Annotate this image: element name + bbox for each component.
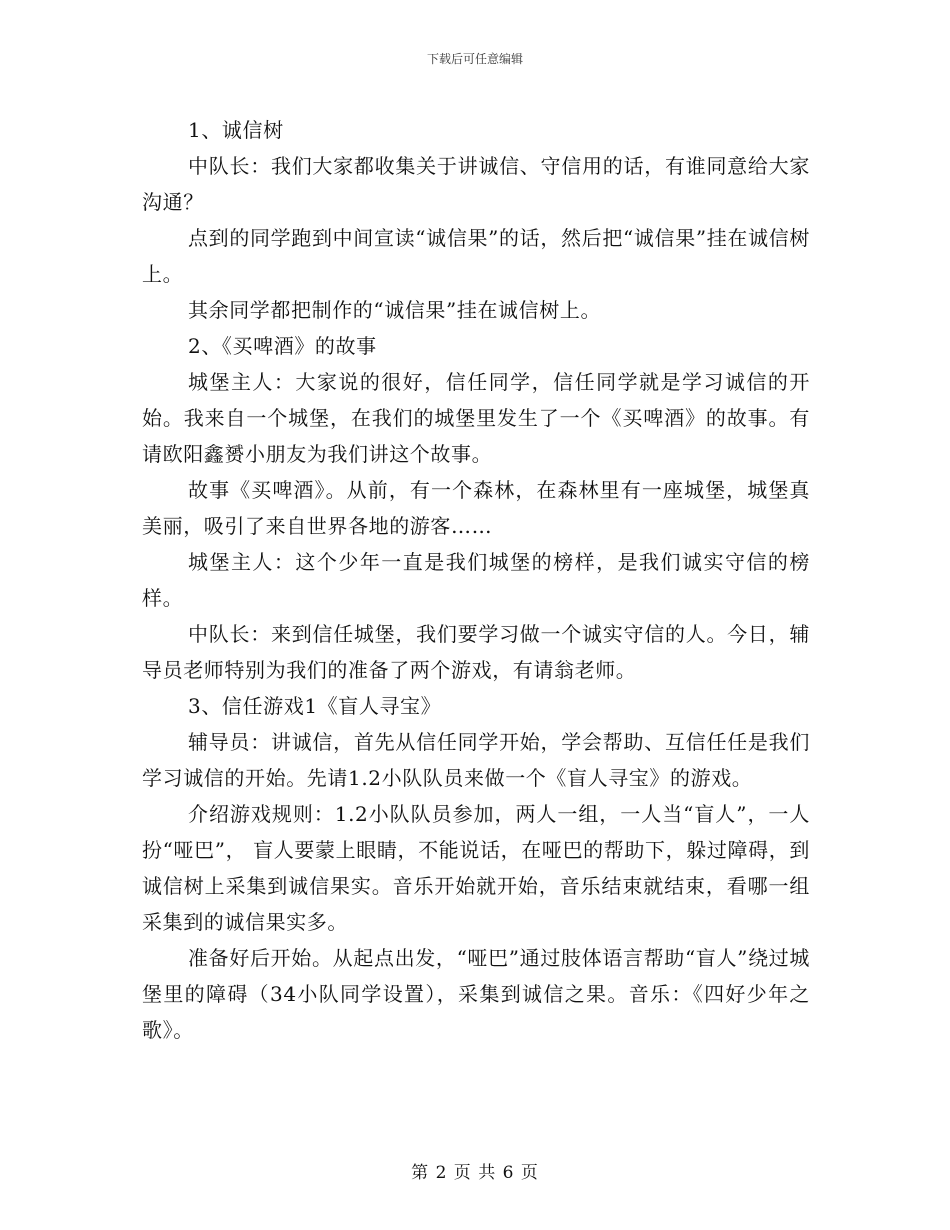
section-heading: 1、诚信树	[188, 118, 284, 142]
paragraph: 介绍游戏规则：1.2小队队员参加，两人一组，一人当“盲人”，一人扮“哑巴”， 盲人要蒙上眼睛，不能说话，在哑巴的帮助下，躲过障碍，到诚信树上采集到诚信果实。音乐开始就开始，音乐结束就结束，看哪一组采集到的诚信果实多。	[142, 802, 810, 934]
document-body	[142, 112, 810, 1048]
section-heading: 2、《买啤酒》的故事	[188, 334, 377, 358]
paragraph: 辅导员：讲诚信，首先从信任同学开始，学会帮助、互信任任是我们学习诚信的开始。先请1.2小队队员来做一个《盲人寻宝》的游戏。	[142, 730, 810, 790]
paragraph: 点到的同学跑到中间宣读“诚信果”的话，然后把“诚信果”挂在诚信树上。	[142, 226, 810, 286]
paragraph: 城堡主人：这个少年一直是我们城堡的榜样，是我们诚实守信的榜样。	[142, 550, 810, 610]
paragraph: 中队长：来到信任城堡，我们要学习做一个诚实守信的人。今日，辅导员老师特别为我们的准备了两个游戏，有请翁老师。	[142, 622, 810, 682]
page-number: 第 2 页 共 6 页	[411, 1163, 539, 1183]
paragraph: 城堡主人：大家说的很好，信任同学，信任同学就是学习诚信的开始。我来自一个城堡，在我们的城堡里发生了一个《买啤酒》的故事。有请欧阳鑫赟小朋友为我们讲这个故事。	[142, 370, 810, 466]
page-header: 下载后可任意编辑	[426, 52, 523, 66]
paragraph: 故事《买啤酒》。从前，有一个森林，在森林里有一座城堡，城堡真美丽，吸引了来自世界各地的游客……	[142, 478, 810, 538]
paragraph: 其余同学都把制作的“诚信果”挂在诚信树上。	[188, 298, 602, 322]
section-heading: 3、信任游戏1《盲人寻宝》	[188, 694, 442, 718]
paragraph: 准备好后开始。从起点出发，“哑巴”通过肢体语言帮助“盲人”绕过城堡里的障碍（34小队同学设置），采集到诚信之果。音乐：《四好少年之歌》。	[142, 946, 810, 1042]
paragraph: 中队长：我们大家都收集关于讲诚信、守信用的话，有谁同意给大家沟通？	[142, 154, 810, 214]
